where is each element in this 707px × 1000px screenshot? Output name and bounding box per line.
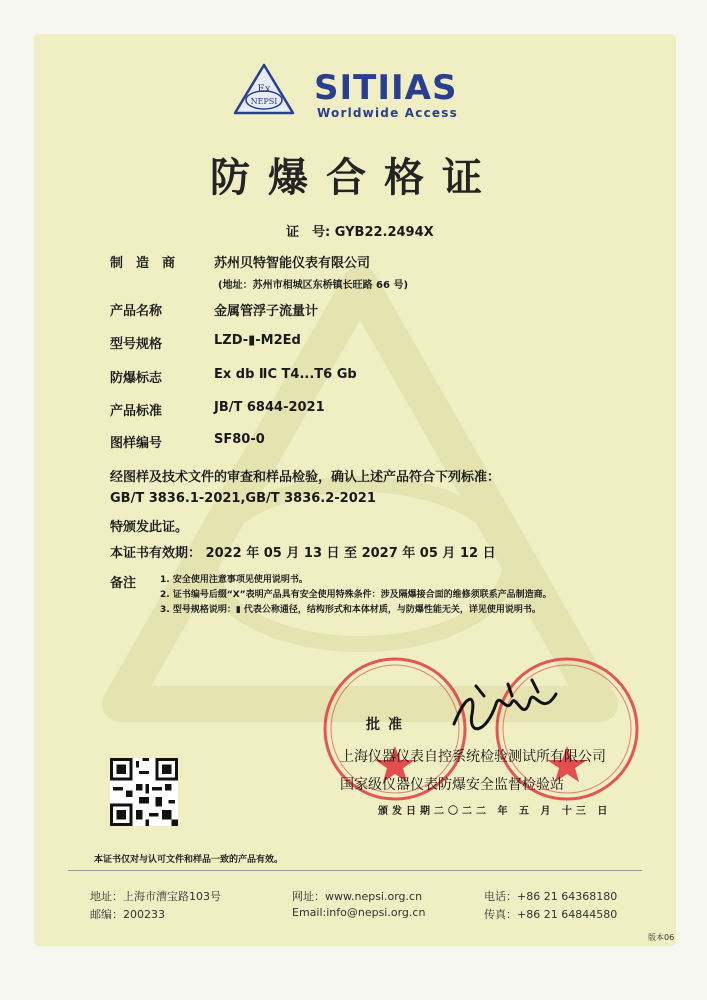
footer-address: 地址：上海市漕宝路103号 xyxy=(90,890,221,903)
field-value: JB/T 6844-2021 xyxy=(214,400,325,415)
nepsi-logo-icon xyxy=(232,62,296,116)
field-label: 型号规格 xyxy=(110,337,163,352)
footer-email[interactable]: Email:info@nepsi.org.cn xyxy=(292,906,426,919)
note-item: 2. 证书编号后缀“X”表明产品具有安全使用特殊条件：涉及隔爆接合面的维修须联系产品制造商。 xyxy=(160,590,552,600)
statement-standards: GB/T 3836.1-2021,GB/T 3836.2-2021 xyxy=(110,491,376,506)
manufacturer-address: (地址：苏州市相城区东桥镇长旺路 66 号) xyxy=(218,280,409,291)
footer-postcode: 邮编：200233 xyxy=(90,908,165,921)
certificate-number-label: 证 号: xyxy=(286,225,331,240)
sitiias-logo xyxy=(314,70,457,106)
nepsi-logo-name: NEPSI xyxy=(250,97,278,106)
field-value: Ex db ⅡC T4...T6 Gb xyxy=(214,367,357,382)
notes-label: 备注 xyxy=(110,576,137,591)
field-label: 防爆标志 xyxy=(110,371,163,386)
footer-divider xyxy=(68,870,642,871)
issuer-line-2: 国家级仪器仪表防爆安全监督检验站 xyxy=(340,777,564,793)
note-item: 1. 安全使用注意事项见使用说明书。 xyxy=(160,575,308,585)
sitiias-logo-text: SITIIAS xyxy=(314,68,458,108)
field-label: 制 造 商 xyxy=(110,256,176,271)
qr-code-icon[interactable] xyxy=(110,758,178,826)
signature-icon xyxy=(446,674,566,744)
field-label: 产品标准 xyxy=(110,404,163,419)
footer-phone: 电话：+86 21 64368180 xyxy=(484,890,618,903)
sitiias-tagline: Worldwide Access xyxy=(317,106,458,120)
issuer-line-1: 上海仪器仪表自控系统检验测试所有限公司 xyxy=(340,749,606,765)
statement-line-3: 特颁发此证。 xyxy=(110,520,189,535)
approval-label: 批准 xyxy=(366,717,410,733)
field-value: LZD-▮-M2Ed xyxy=(214,333,301,348)
nepsi-logo-ex: Ex xyxy=(257,84,271,95)
field-value: 金属管浮子流量计 xyxy=(214,304,319,319)
validity-note: 本证书仅对与认可文件和样品一致的产品有效。 xyxy=(94,855,284,865)
field-value: SF80-0 xyxy=(214,432,265,447)
validity-period: 本证书有效期： 2022 年 05 月 13 日 至 2027 年 05 月 12 日 xyxy=(110,546,496,561)
issue-date: 颁发日期二〇二二 年 五 月 十三 日 xyxy=(378,806,612,817)
field-value: 苏州贝特智能仪表有限公司 xyxy=(214,256,371,271)
certificate-number xyxy=(286,221,434,240)
field-label: 图样编号 xyxy=(110,436,163,451)
certificate-title: 防爆合格证 xyxy=(210,154,500,201)
footer-fax: 传真：+86 21 64844580 xyxy=(484,908,618,921)
statement-line-1: 经图样及技术文件的审查和样品检验，确认上述产品符合下列标准： xyxy=(110,470,501,485)
note-item: 3. 型号规格说明：▮ 代表公称通径，结构形式和本体材质，与防爆性能无关，详见使用说明书。 xyxy=(160,605,541,615)
certificate-number-value: GYB22.2494X xyxy=(334,225,434,240)
version-label: 版本06 xyxy=(648,933,675,942)
field-label: 产品名称 xyxy=(110,304,163,319)
certificate-sheet xyxy=(34,34,676,946)
footer-website[interactable]: 网址：www.nepsi.org.cn xyxy=(292,890,423,903)
